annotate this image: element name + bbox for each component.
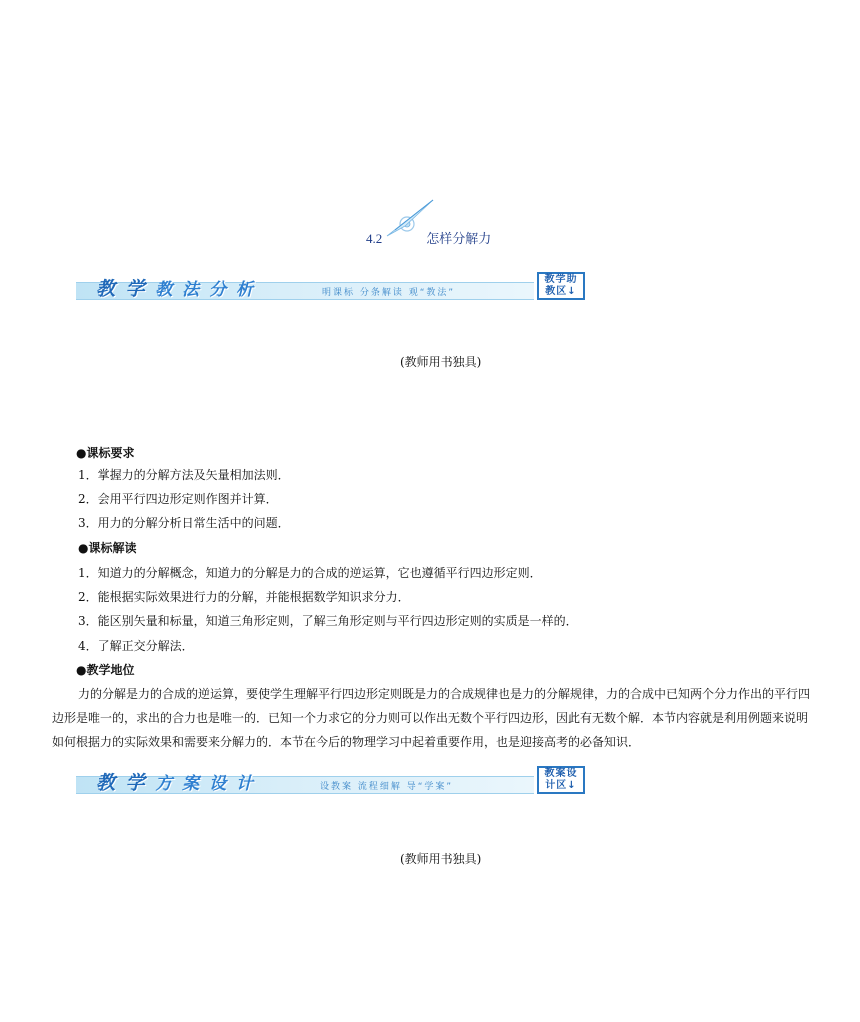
banner-nav-box[interactable] xyxy=(537,766,585,794)
interp-title: ●课标解读 xyxy=(78,541,137,555)
banner-box-line2: 教区↓ xyxy=(545,286,577,297)
section-name: 怎样分解力 xyxy=(426,232,492,247)
teacher-note: (教师用书独具) xyxy=(400,355,482,369)
req-item: 2．会用平行四边形定则作图并计算． xyxy=(78,492,278,506)
banner-subtitle: 明课标 分条解读 观“教法” xyxy=(322,288,456,298)
status-paragraph: 力的分解是力的合成的逆运算，要使学生理解平行四边形定则既是力的合成规律也是力的分解规律，力的合成中已知两个分力作出的平行四边形是唯一的，求出的合力也是唯一的．已知一个力求它的分力则可以作出无数个平行四边形，因此有无数个解．本节内容就是利用例题来说明如何根据力的实际效果和需要来分解力的．本节在今后的物理学习中起着重要作用，也是迎接高考的必备知识． xyxy=(52,687,811,749)
status-title: ●教学地位 xyxy=(76,663,135,677)
interp-item: 2．能根据实际效果进行力的分解，并能根据数学知识求分力． xyxy=(78,590,410,604)
teacher-note: (教师用书独具) xyxy=(400,852,482,866)
section-title xyxy=(366,228,491,247)
req-item: 1．掌握力的分解方法及矢量相加法则． xyxy=(78,468,290,482)
interp-item: 3．能区别矢量和标量，知道三角形定则，了解三角形定则与平行四边形定则的实质是一样的． xyxy=(78,614,578,628)
banner-big-a: 教 学 xyxy=(96,278,147,300)
banner-teaching-analysis xyxy=(76,272,588,302)
banner-nav-box[interactable] xyxy=(537,272,585,300)
banner-box-line1: 教案设 xyxy=(544,768,578,779)
interp-item: 4．了解正交分解法． xyxy=(78,639,194,653)
req-title: ●课标要求 xyxy=(76,446,135,460)
banner-box-line2: 计区↓ xyxy=(545,780,577,791)
req-item: 3．用力的分解分析日常生活中的问题． xyxy=(78,516,290,530)
banner-big-b: 教 法 分 析 xyxy=(155,280,256,300)
banner-box-line1: 教学助 xyxy=(544,274,578,285)
banner-big-a: 教 学 xyxy=(96,772,147,794)
banner-big-text xyxy=(96,768,255,795)
banner-teaching-plan xyxy=(76,766,588,796)
section-number: 4.2 xyxy=(366,231,383,246)
banner-subtitle: 设教案 流程细解 导“学案” xyxy=(320,782,454,792)
banner-big-text xyxy=(96,274,255,301)
interp-item: 1．知道力的分解概念，知道力的分解是力的合成的逆运算，它也遵循平行四边形定则． xyxy=(78,566,542,580)
banner-big-b: 方 案 设 计 xyxy=(155,774,256,794)
